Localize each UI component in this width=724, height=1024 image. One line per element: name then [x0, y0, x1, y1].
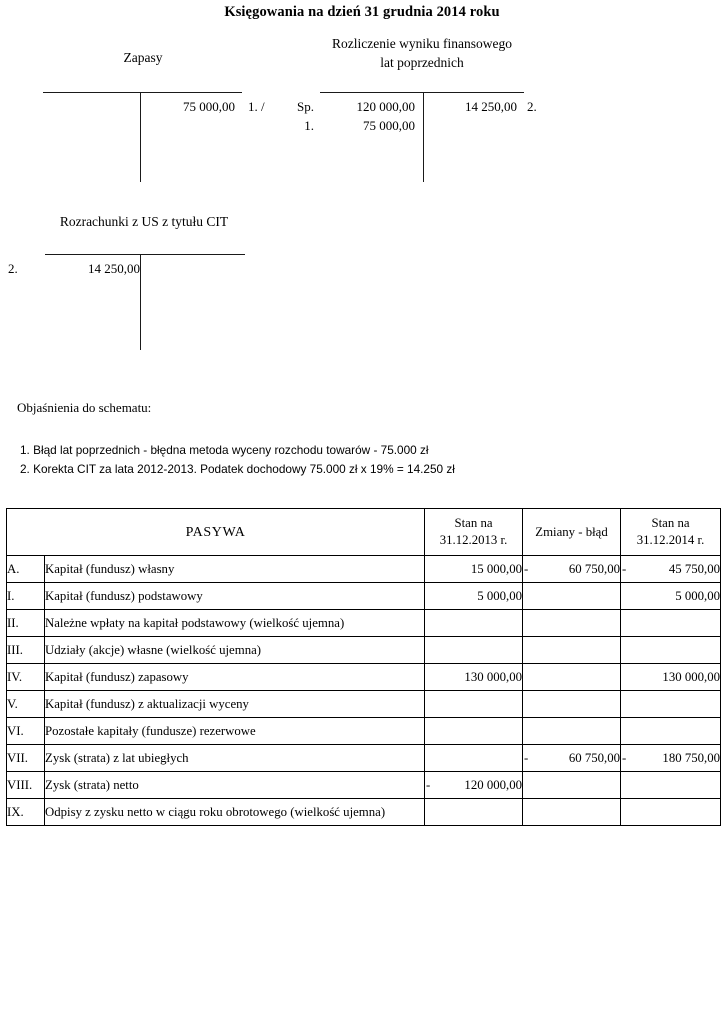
t-account-credit-amount-rozliczenie: 14 250,00: [465, 99, 517, 114]
table-header-row: [7, 509, 721, 556]
value-amount: 5 000,00: [477, 588, 523, 603]
row-label: Zysk (strata) netto: [45, 772, 425, 799]
value-amount: 180 750,00: [662, 750, 721, 765]
row-symbol: IV.: [7, 664, 45, 691]
row-symbol: IX.: [7, 799, 45, 826]
table-row: [7, 664, 721, 691]
row-value-zmiany-blad: [523, 556, 621, 583]
row-label: Pozostałe kapitały (fundusze) rezerwowe: [45, 718, 425, 745]
value-amount: 120 000,00: [464, 777, 523, 792]
row-symbol: A.: [7, 556, 45, 583]
t-account-divider-zapasy: [140, 92, 141, 182]
pasywa-table: [6, 508, 721, 826]
t-account-credit-ref-zapasy: 1. /: [248, 99, 265, 114]
row-label: Należne wpłaty na kapitał podstawowy (wielkość ujemna): [45, 610, 425, 637]
row-value-stan-2013: [425, 637, 523, 664]
explanations-heading: Objaśnienia do schematu:: [17, 400, 152, 415]
row-value-stan-2014: [621, 556, 721, 583]
row-label: Kapitał (fundusz) własny: [45, 556, 425, 583]
table-row: [7, 691, 721, 718]
row-value-stan-2014: [621, 583, 721, 610]
value-amount: 15 000,00: [470, 561, 523, 576]
row-label: Kapitał (fundusz) podstawowy: [45, 583, 425, 610]
t-account-divider-rozliczenie: [423, 92, 424, 182]
table-row: [7, 772, 721, 799]
table-row: [7, 583, 721, 610]
header-stan-2013: [425, 509, 523, 556]
value-sign: -: [426, 777, 431, 792]
explanations-list: [20, 441, 620, 479]
value-amount: 60 750,00: [568, 750, 621, 765]
row-value-zmiany-blad: [523, 691, 621, 718]
t-account-top-rule-zapasy: [43, 92, 242, 93]
row-value-stan-2013: [425, 610, 523, 637]
row-symbol: II.: [7, 610, 45, 637]
table-row: [7, 556, 721, 583]
row-value-stan-2014: [621, 664, 721, 691]
row-value-stan-2014: [621, 610, 721, 637]
t-account-debit-amount-cit: 14 250,00: [88, 261, 140, 276]
value-amount: 60 750,00: [568, 561, 621, 576]
value-amount: 45 750,00: [668, 561, 721, 576]
row-label: Kapitał (fundusz) zapasowy: [45, 664, 425, 691]
explanation-item-2: 2. Korekta CIT za lata 2012-2013. Podatek dochodowy 75.000 zł x 19% = 14.250 zł: [20, 462, 455, 476]
header-stan-2014-line1: Stan na: [651, 516, 690, 530]
value-sign: -: [524, 561, 529, 576]
t-account-debit-amount-1-rozliczenie: 120 000,00: [356, 99, 415, 114]
value-amount: 5 000,00: [675, 588, 721, 603]
row-value-zmiany-blad: [523, 583, 621, 610]
table-row: [7, 637, 721, 664]
t-account-caption-line1: Rozliczenie wyniku finansowego: [332, 36, 512, 51]
row-value-zmiany-blad: [523, 637, 621, 664]
value-amount: 130 000,00: [464, 669, 523, 684]
explanation-item-1: 1. Błąd lat poprzednich - błędna metoda wyceny rozchodu towarów - 75.000 zł: [20, 443, 429, 457]
t-account-caption-zapasy: Zapasy: [123, 50, 163, 65]
row-value-stan-2014: [621, 637, 721, 664]
table-row: [7, 718, 721, 745]
row-label: Kapitał (fundusz) z aktualizacji wyceny: [45, 691, 425, 718]
row-label: Udziały (akcje) własne (wielkość ujemna): [45, 637, 425, 664]
t-account-debit-label-1-rozliczenie: Sp.: [297, 99, 314, 114]
row-symbol: VIII.: [7, 772, 45, 799]
value-sign: -: [622, 750, 627, 765]
header-stan-2013-line2: 31.12.2013 r.: [439, 533, 508, 547]
row-value-zmiany-blad: [523, 772, 621, 799]
t-account-debit-label-2-rozliczenie: 1.: [304, 118, 314, 133]
row-value-stan-2014: [621, 772, 721, 799]
table-row: [7, 610, 721, 637]
table-row: [7, 799, 721, 826]
header-stan-2014-line2: 31.12.2014 r.: [636, 533, 705, 547]
table-body: [7, 556, 721, 826]
row-symbol: I.: [7, 583, 45, 610]
t-account-divider-cit: [140, 254, 141, 350]
row-value-zmiany-blad: [523, 664, 621, 691]
t-account-caption-line2: lat poprzednich: [380, 55, 464, 70]
row-value-zmiany-blad: [523, 799, 621, 826]
t-account-top-rule-rozliczenie: [320, 92, 524, 93]
row-value-stan-2013: [425, 718, 523, 745]
value-sign: -: [622, 561, 627, 576]
value-sign: -: [524, 750, 529, 765]
row-value-stan-2014: [621, 718, 721, 745]
t-account-debit-ref-cit: 2.: [8, 261, 18, 276]
row-value-stan-2014: [621, 745, 721, 772]
row-label: Odpisy z zysku netto w ciągu roku obrotowego (wielkość ujemna): [45, 799, 425, 826]
row-value-stan-2013: [425, 799, 523, 826]
row-symbol: III.: [7, 637, 45, 664]
row-symbol: VII.: [7, 745, 45, 772]
t-account-caption-cit: Rozrachunki z US z tytułu CIT: [59, 214, 229, 229]
t-account-credit-amount-zapasy: 75 000,00: [183, 99, 235, 114]
t-account-top-rule-cit: [45, 254, 245, 255]
row-value-zmiany-blad: [523, 610, 621, 637]
row-symbol: VI.: [7, 718, 45, 745]
row-value-stan-2013: [425, 583, 523, 610]
header-zmiany-blad: Zmiany - błąd: [523, 509, 621, 556]
row-value-stan-2013: [425, 772, 523, 799]
row-label: Zysk (strata) z lat ubiegłych: [45, 745, 425, 772]
row-value-zmiany-blad: [523, 745, 621, 772]
row-symbol: V.: [7, 691, 45, 718]
row-value-stan-2013: [425, 691, 523, 718]
header-stan-2014: [621, 509, 721, 556]
header-pasywa: PASYWA: [7, 509, 425, 556]
table-row: [7, 745, 721, 772]
t-account-caption-rozliczenie: [318, 34, 526, 72]
row-value-stan-2014: [621, 799, 721, 826]
row-value-stan-2013: [425, 664, 523, 691]
t-account-debit-amount-2-rozliczenie: 75 000,00: [363, 118, 415, 133]
row-value-stan-2014: [621, 691, 721, 718]
header-stan-2013-line1: Stan na: [454, 516, 493, 530]
row-value-stan-2013: [425, 556, 523, 583]
t-account-credit-ref-rozliczenie: 2.: [527, 99, 537, 114]
row-value-stan-2013: [425, 745, 523, 772]
value-amount: 130 000,00: [662, 669, 721, 684]
row-value-zmiany-blad: [523, 718, 621, 745]
page-title: Księgowania na dzień 31 grudnia 2014 roku: [224, 4, 500, 20]
